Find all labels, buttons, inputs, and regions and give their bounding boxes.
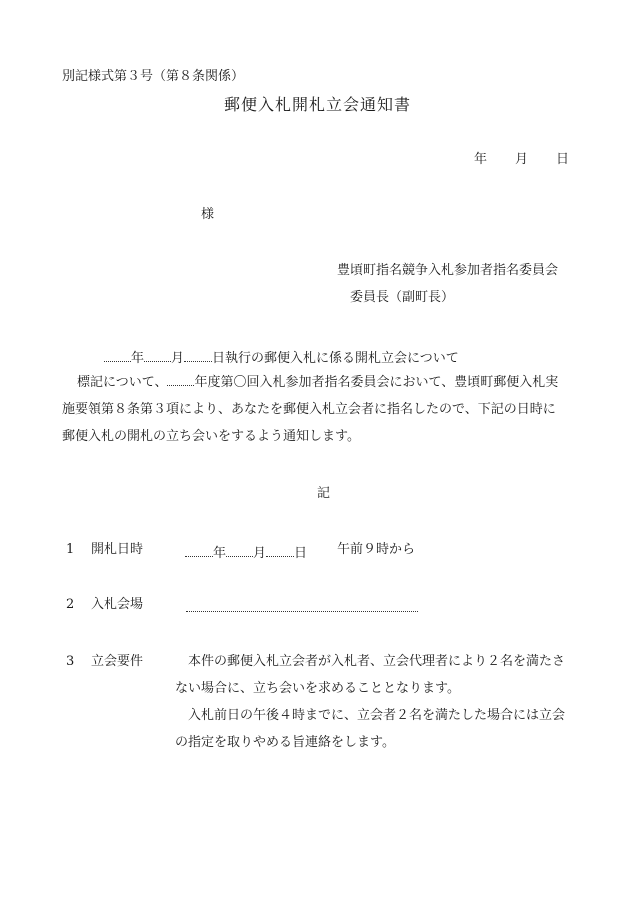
item-1-date: [185, 543, 307, 560]
sender-committee: 豊頃町指名競争入札参加者指名委員会: [337, 263, 559, 278]
item-1-day-blank: [266, 543, 294, 557]
ki-heading: 記: [317, 486, 331, 501]
item-2-number: 2: [66, 597, 75, 612]
date-day-label: 日: [556, 152, 570, 167]
item-3-line-3: 入札前日の午後４時までに、立会者２名を満たした場合には立会: [188, 708, 566, 723]
subject-day-label: 日: [212, 351, 226, 366]
item-3-label: 立会要件: [91, 654, 144, 669]
sender-chair: 委員長（副町長）: [350, 290, 455, 305]
item-2-label: 入札会場: [91, 597, 144, 612]
recipient-suffix: 様: [201, 207, 215, 222]
body-year-blank: [167, 372, 194, 386]
subject-day-blank: [184, 348, 212, 362]
item-1-month-blank: [226, 543, 253, 557]
subject-year-blank: [104, 348, 131, 362]
item-3-line-1: 本件の郵便入札立会者が入札者、立会代理者により２名を満たさ: [188, 654, 566, 669]
item-2-venue-blank: [186, 598, 418, 612]
item-1-day-label: 日: [294, 546, 308, 561]
subject-text: 執行の郵便入札に係る開札立会について: [225, 351, 459, 366]
subject-month-spacer: [144, 348, 171, 362]
body-line1-post: 年度第〇回入札参加者指名委員会において、豊頃町郵便入札実: [194, 375, 559, 390]
subject-month-label: 月: [171, 351, 185, 366]
date-year-label: 年: [474, 152, 488, 167]
item-1-label: 開札日時: [91, 542, 144, 557]
item-3-line-2: ない場合に、立ち会いを求めることとなります。: [175, 681, 460, 696]
item-1-time: 午前９時から: [337, 542, 416, 557]
item-3-number: 3: [66, 654, 75, 669]
body-line-3: 郵便入札の開札の立ち会いをするよう通知します。: [62, 429, 360, 444]
subject-line: [104, 348, 459, 365]
item-1-year-label: 年: [213, 546, 227, 561]
item-1-number: 1: [66, 542, 75, 557]
body-line-2: 施要領第８条第３項により、あなたを郵便入札立会者に指名したので、下記の日時に: [62, 402, 556, 417]
body-line1-pre: 標記について、: [77, 375, 168, 390]
page-title: 郵便入札開札立会通知書: [224, 95, 412, 114]
body-line-1: [77, 369, 558, 396]
date-month-label: 月: [515, 152, 529, 167]
subject-year-label: 年: [131, 351, 145, 366]
form-label: 別記様式第３号（第８条関係）: [62, 69, 245, 84]
item-3-line-4: の指定を取りやめる旨連絡をします。: [175, 735, 395, 750]
item-1-year-blank: [185, 543, 213, 557]
item-1-month-label: 月: [253, 546, 267, 561]
